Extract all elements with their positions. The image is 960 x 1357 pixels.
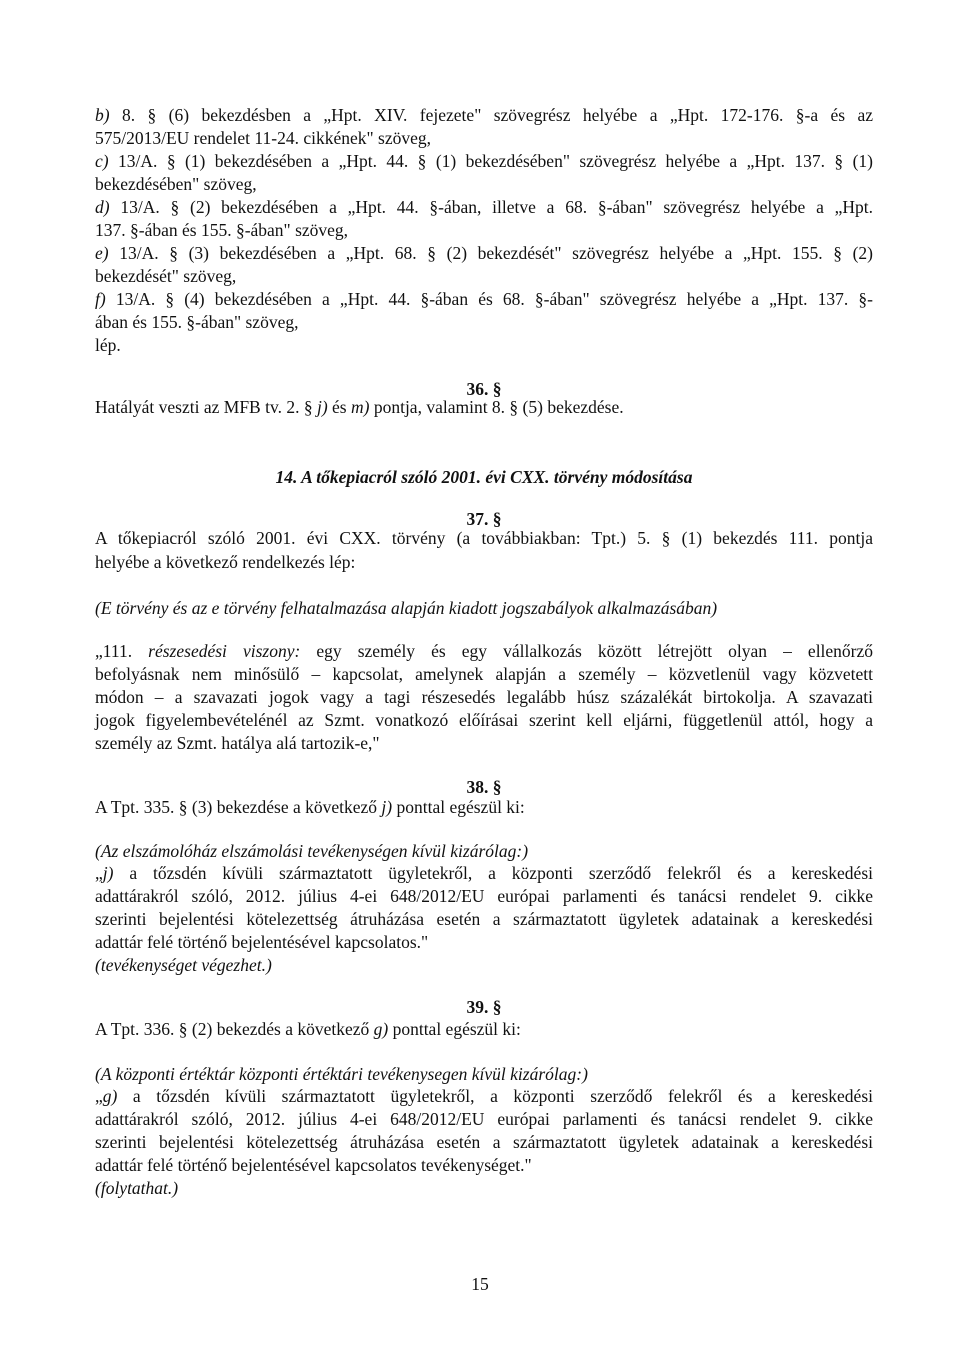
section-39-tail: (folytathat.) (95, 1178, 179, 1198)
section-38-quote: adattárakról szóló, 2012. július 4-ei 648/2012/EU európai parlamenti és tanácsi rendelet 9. cikke (95, 886, 873, 906)
section-37-para (95, 640, 873, 662)
list-item-d (95, 196, 873, 218)
list-item-c-cont: bekezdésében" szöveg, (95, 174, 257, 194)
item-text: 13/A. § (4) bekezdésében a „Hpt. 44. §-ában és 68. §-ában" szövegrész helyébe a „Hpt. 137. §- (105, 289, 873, 309)
item-text: 13/A. § (2) bekezdésében a „Hpt. 44. §-ában, illetve a 68. §-ában" szövegrész helyébe a „Hpt. (109, 197, 873, 217)
list-closing: lép. (95, 335, 121, 355)
section-37-context: (E törvény és az e törvény felhatalmazása alapján kiadott jogszabályok alkalmazásában) (95, 598, 718, 618)
list-item-b (95, 104, 873, 126)
list-item-f (95, 288, 873, 310)
item-text: 8. § (6) bekezdésben a „Hpt. XIV. fejezete" szövegrész helyébe a „Hpt. 172-176. §-a és az (109, 105, 873, 125)
text-part: Hatályát veszti az MFB tv. 2. § (95, 397, 317, 417)
text-part: egy személy és egy vállalkozás között létrejött olyan – ellenőrző (300, 641, 874, 661)
section-38-context: (Az elszámolóház elszámolási tevékenységen kívül kizárólag:) (95, 841, 529, 861)
text-part: m) (350, 397, 370, 417)
section-38-quote: adattár felé történő bejelentésével kapcsolatos." (95, 932, 429, 952)
item-label: c) (95, 151, 109, 171)
section-39-quote: szerinti bejelentési kötelezettség átruházása esetén a származtatott ügyletek adatainak a kereskedési (95, 1132, 873, 1152)
item-label: f) (95, 289, 106, 309)
list-item-c (95, 150, 873, 172)
item-text: 13/A. § (1) bekezdésében a „Hpt. 44. § (1) bekezdésében" szövegrész helyébe a „Hpt. 137. § (1) (108, 151, 873, 171)
text-part: A Tpt. 335. § (3) bekezdése a következő (95, 797, 382, 817)
text-part: j) (102, 863, 114, 883)
list-item-b-cont: 575/2013/EU rendelet 11-24. cikkének" szöveg, (95, 128, 431, 148)
text-part: a tőzsdén kívüli származtatott ügyletekről, a központi szerződő felekről és a kereskedési (117, 1086, 873, 1106)
text-part: j) (381, 797, 393, 817)
item-text: 13/A. § (3) bekezdésében a „Hpt. 68. § (2) bekezdését" szövegrész helyébe a „Hpt. 155. § (2) (108, 243, 873, 263)
text-part: A Tpt. 336. § (2) bekezdés a következő (95, 1019, 374, 1039)
text-part: g) (373, 1019, 389, 1039)
section-39-intro (95, 1018, 521, 1040)
item-label: b) (95, 105, 110, 125)
section-39-quote: adattárakról szóló, 2012. július 4-ei 648/2012/EU európai parlamenti és tanácsi rendelet 9. cikke (95, 1109, 873, 1129)
text-part: „ (95, 863, 103, 883)
text-part: pontja, valamint 8. § (5) bekezdése. (369, 397, 624, 417)
defined-term: részesedési viszony: (148, 641, 301, 661)
section-36-text (95, 396, 624, 418)
text-part: ponttal egészül ki: (392, 797, 525, 817)
section-39-quote: adattár felé történő bejelentésével kapcsolatos tevékenységet." (95, 1155, 532, 1175)
text-part: g) (102, 1086, 118, 1106)
section-38-quote (95, 862, 873, 884)
item-label: e) (95, 243, 109, 263)
section-39-quote (95, 1085, 873, 1107)
text-part: „ (95, 1086, 103, 1106)
section-37-para: befolyásnak nem minősülő – kapcsolat, amelynek alapján a személy – közvetlenül vagy közvetett (95, 664, 873, 684)
text-part: és (327, 397, 351, 417)
list-item-e-cont: bekezdését" szöveg, (95, 266, 237, 286)
section-38-quote: szerinti bejelentési kötelezettség átruházása esetén a származtatott ügyletek adatainak a kereskedési (95, 909, 873, 929)
section-38-intro (95, 796, 525, 818)
section-37-para: személy az Szmt. hatálya alá tartozik-e," (95, 733, 380, 753)
section-39-context: (A központi értéktár központi értéktári tevékenysegen kívül kizárólag:) (95, 1064, 588, 1084)
text-part: a tőzsdén kívüli származtatott ügyletekről, a központi szerződő felekről és a kereskedési (113, 863, 873, 883)
section-38-tail: (tevékenységet végezhet.) (95, 955, 272, 975)
section-36-heading: 36. § (466, 379, 502, 399)
section-37-para: módon – a szavazati jogok vagy a tagi részesedés legalább húsz százalékát birtokolja. A szavazati (95, 687, 873, 707)
chapter-title: 14. A tőkepiacról szóló 2001. évi CXX. törvény módosítása (275, 467, 693, 487)
item-label: d) (95, 197, 110, 217)
section-37-line1: A tőkepiacról szóló 2001. évi CXX. törvény (a továbbiakban: Tpt.) 5. § (1) bekezdés 111. pontja (95, 528, 873, 548)
text-part: j) (316, 397, 328, 417)
section-38-heading: 38. § (466, 777, 502, 797)
text-part: „111. (95, 641, 149, 661)
list-item-f-cont: ában és 155. §-ában" szöveg, (95, 312, 299, 332)
section-37-para: jogok figyelembevételénél az Szmt. vonatkozó előírásai szerint kell eljárni, függetlenül attól, hogy a (95, 710, 873, 730)
list-item-d-cont: 137. §-ában és 155. §-ában" szöveg, (95, 220, 349, 240)
text-part: ponttal egészül ki: (388, 1019, 521, 1039)
list-item-e (95, 242, 873, 264)
section-37-heading: 37. § (466, 509, 502, 529)
page-number: 15 (471, 1274, 489, 1294)
section-37-line2: helyébe a következő rendelkezés lép: (95, 552, 356, 572)
section-39-heading: 39. § (466, 997, 502, 1017)
